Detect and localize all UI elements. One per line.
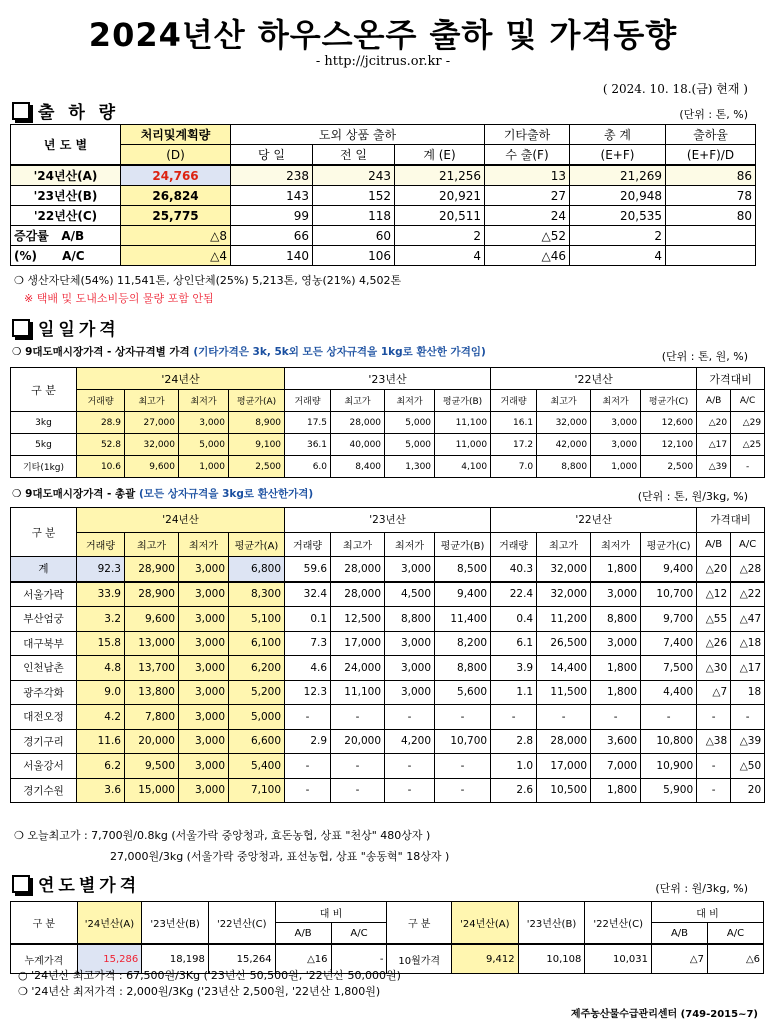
table-cell: 11,400	[435, 607, 491, 632]
table-cell: 11,100	[331, 680, 385, 705]
table-cell: 4,400	[641, 680, 697, 705]
table-row	[11, 705, 765, 730]
table-cell: 3,000	[591, 582, 641, 607]
row-label: 서울가락	[11, 582, 77, 607]
header-export: 수 출(F)	[485, 145, 570, 166]
table-cell: 32,000	[537, 582, 591, 607]
table-cell: 3.2	[77, 607, 125, 632]
table-cell: 9.0	[77, 680, 125, 705]
table-cell: -	[731, 705, 765, 730]
table-cell: 16.1	[491, 412, 537, 434]
table-cell: 8,800	[385, 607, 435, 632]
table-row: (%) A/C △4 140 106 4 △46 4	[11, 246, 756, 266]
table-cell: 20,000	[125, 729, 179, 754]
row-label: 경기구리	[11, 729, 77, 754]
header-ef: (E+F)	[570, 145, 666, 166]
table-cell: 5,600	[435, 680, 491, 705]
table-cell: 3,000	[179, 680, 229, 705]
today-high-note-2: 27,000원/3kg (서울가락 중앙청과, 표선농협, 상표 "송동혁" 18상자 )	[110, 850, 450, 863]
table-cell: 0.4	[491, 607, 537, 632]
table-cell: 13,000	[125, 631, 179, 656]
table-row	[11, 656, 765, 681]
yearly-low-note: ❍ '24년산 최저가격 : 2,000원/3Kg ('23년산 2,500원, '22년산 1,800원)	[18, 985, 381, 998]
table-cell: 7.3	[285, 631, 331, 656]
table-cell: △47	[731, 607, 765, 632]
table-cell: 6,200	[229, 656, 285, 681]
table-row	[11, 754, 765, 779]
unit-label: (단위 : 톤, 원/3kg, %)	[637, 490, 748, 503]
table-cell: 20	[731, 778, 765, 803]
row-label: 서울강서	[11, 754, 77, 779]
table-cell: -	[385, 705, 435, 730]
table-cell: 6.1	[491, 631, 537, 656]
table-cell: 18	[731, 680, 765, 705]
table-row	[11, 680, 765, 705]
table-row: '24년산(A) 24,766 238 243 21,256 13 21,269 86	[11, 165, 756, 186]
table-cell: -	[537, 705, 591, 730]
table-cell: 12,600	[641, 412, 697, 434]
table-cell: 9,400	[641, 557, 697, 582]
header-rate: 출하율	[666, 125, 756, 145]
table-cell: 13,700	[125, 656, 179, 681]
table-cell: 0.1	[285, 607, 331, 632]
table-cell: 7.0	[491, 456, 537, 478]
table-cell: 8,800	[591, 607, 641, 632]
table-cell: -	[697, 705, 731, 730]
table-cell: 17.5	[285, 412, 331, 434]
checkbox-square-icon	[12, 319, 30, 337]
table-cell: 3.6	[77, 778, 125, 803]
table-cell: 40,000	[331, 434, 385, 456]
table-cell: -	[697, 754, 731, 779]
table-cell: 5,900	[641, 778, 697, 803]
table-cell: 59.6	[285, 557, 331, 582]
table-cell: 10.6	[77, 456, 125, 478]
table-cell: 17.2	[491, 434, 537, 456]
table-cell: 1,000	[591, 456, 641, 478]
table-cell: 8,500	[435, 557, 491, 582]
table-row	[11, 582, 765, 607]
page-title: 2024년산 하우스온주 출하 및 가격동향	[88, 16, 678, 54]
table-cell: -	[491, 705, 537, 730]
table-cell: 9,600	[125, 456, 179, 478]
table-cell: △50	[731, 754, 765, 779]
checkbox-square-icon	[12, 875, 30, 893]
table-cell: 28,000	[331, 557, 385, 582]
header-today: 당 일	[231, 145, 313, 166]
table-cell: 11,200	[537, 607, 591, 632]
site-url[interactable]: - http://jcitrus.or.kr -	[315, 54, 451, 69]
table-cell: 8,400	[331, 456, 385, 478]
box-size-subheading: ❍ 9대도매시장가격 - 상자규격별 가격 (기타가격은 3k, 5k외 모든 상자규격을 1kg로 환산한 가격임)	[12, 346, 486, 358]
table-cell: -	[591, 705, 641, 730]
table-cell: 10,700	[641, 582, 697, 607]
table-cell: 4,100	[435, 456, 491, 478]
table-cell: -	[385, 778, 435, 803]
table-cell: -	[331, 754, 385, 779]
table-row: 누계가격 15,286 18,198 15,264 △16 - 10월가격 9,412 10,108 10,031 △7 △6	[11, 944, 764, 974]
unit-label: (단위 : 톤, 원, %)	[661, 350, 748, 363]
table-cell: -	[697, 778, 731, 803]
table-cell: △22	[731, 582, 765, 607]
table-cell: △29	[731, 412, 765, 434]
row-label: 대전오정	[11, 705, 77, 730]
table-row	[11, 557, 765, 582]
table-cell: 12,500	[331, 607, 385, 632]
table-cell: △18	[731, 631, 765, 656]
table-cell: 3,000	[385, 631, 435, 656]
header-prev: 전 일	[313, 145, 395, 166]
table-cell: 3,000	[385, 656, 435, 681]
table-cell: 2.6	[491, 778, 537, 803]
table-cell: 32,000	[537, 412, 591, 434]
table-cell: 11,100	[435, 412, 491, 434]
table-cell: 11.6	[77, 729, 125, 754]
table-cell: 32,000	[537, 557, 591, 582]
table-cell: 6.0	[285, 456, 331, 478]
header-etc: 기타출하	[485, 125, 570, 145]
table-cell: 2,500	[229, 456, 285, 478]
table-cell: 2.8	[491, 729, 537, 754]
row-label: 경기수원	[11, 778, 77, 803]
header-efd: (E+F)/D	[666, 145, 756, 166]
table-cell: △39	[697, 456, 731, 478]
header-year: 년 도 별	[11, 125, 121, 166]
table-cell: 17,000	[331, 631, 385, 656]
table-cell: 28,000	[331, 582, 385, 607]
table-cell: 8,300	[229, 582, 285, 607]
table-cell: 32.4	[285, 582, 331, 607]
table-cell: 12,100	[641, 434, 697, 456]
table-cell: 28,000	[537, 729, 591, 754]
table-cell: 5,000	[385, 434, 435, 456]
table-cell: 4,500	[385, 582, 435, 607]
table-cell: 40.3	[491, 557, 537, 582]
table-cell: △17	[697, 434, 731, 456]
table-cell: -	[435, 778, 491, 803]
table-cell: 5,200	[229, 680, 285, 705]
table-cell: -	[331, 705, 385, 730]
table-cell: 92.3	[77, 557, 125, 582]
table-cell: 3,000	[179, 754, 229, 779]
table-cell: △7	[697, 680, 731, 705]
table-cell: 33.9	[77, 582, 125, 607]
table-cell: -	[435, 705, 491, 730]
table-row	[11, 607, 765, 632]
table-cell: 28,000	[331, 412, 385, 434]
table-cell: 3,000	[591, 434, 641, 456]
table-cell: △12	[697, 582, 731, 607]
table-cell: 5,000	[229, 705, 285, 730]
market-summary-table: 구 분 '24년산 '23년산 '22년산 가격대비 거래량 최고가 최저가 평균가(A) 거래량 최고가 최저가 평균가(B) 거래량 최고가 최저가 평균가(C) A/B A/C 계 92.3 28,900 3,000 6,800 59.6 28,000 3,000 8,500 40.3 32,000 1,800 9,400 △20 △28 서울가락 33.9 28,900 3,000 8,300 32.4 28,000 4,500 9,400 22.4 32,000 3,000 10,700 △12 △22 부산엄궁 3.2 9,600 3,000 5,100 0.1 12,500 8,800 11,400 0.4 11,200 8,800 9,700 △55 △47 대구북부 15.8 13,000 3,000 6,100 7.3 17,000 3,000 8,200 6.1 26,500 3,000 7,400 △26 △18 인천남촌 4.8 13,700 3,000 6,200 4.6 24,000 3,000 8,800 3.9 14,400 1,800 7,500 △30 △17 광주각화 9.0 13,800 3,000 5,200 12.3 11,100 3,000 5,600 1.1 11,500 1,800 4,400 △7 18 대전오정 4.2 7,800 3,000 5,000 - - - - - - - - - - 경기구리 11.6 20,000 3,000 6,600 2.9 20,000 4,200 10,700 2.8 28,000 3,600 10,800 △38 △39 서울강서 6.2 9,500 3,000 5,400 - - - - 1.0 17,000 7,000 10,900 - △50 경기수원 3.6 15,000 3,000 7,100 - - - - 2.6 10,500 1,800 5,900 - 20	[10, 507, 765, 803]
row-label: 기타(1kg)	[11, 456, 77, 478]
header-total: 총 계	[570, 125, 666, 145]
table-cell: 3,000	[179, 607, 229, 632]
table-cell: 1.1	[491, 680, 537, 705]
producer-note: ❍ 생산자단체(54%) 11,541톤, 상인단체(25%) 5,213톤, 영농(21%) 4,502톤	[14, 274, 402, 287]
table-cell: △30	[697, 656, 731, 681]
table-cell: 5,000	[179, 434, 229, 456]
box-size-price-table: 구 분 '24년산 '23년산 '22년산 가격대비 거래량 최고가 최저가 평균가(A) 거래량 최고가 최저가 평균가(B) 거래량 최고가 최저가 평균가(C) A/B A/C 3kg 28.9 27,000 3,000 8,900 17.5 28,000 5,000 11,100 16.1 32,000 3,000 12,600 △20 △29 5kg 52.8 32,000 5,000 9,100 36.1 40,000 5,000 11,000 17.2 42,000 3,000 12,100 △17 △25 기타(1kg) 10.6 9,600 1,000 2,500 6.0 8,400 1,300 4,100 7.0 8,800 1,000 2,500 △39 -	[10, 367, 765, 478]
table-cell: △26	[697, 631, 731, 656]
table-cell: 3,000	[591, 412, 641, 434]
row-label: 부산엄궁	[11, 607, 77, 632]
row-label: 계	[11, 557, 77, 582]
table-cell: 8,200	[435, 631, 491, 656]
table-row	[11, 729, 765, 754]
table-cell: -	[285, 778, 331, 803]
table-cell: 8,800	[537, 456, 591, 478]
table-cell: △38	[697, 729, 731, 754]
today-high-note: ❍ 오늘최고가 : 7,700원/0.8kg (서울가락 중앙청과, 효돈농협, 상표 "천상" 480상자 )	[14, 829, 431, 842]
header-gubun: 구 분	[11, 508, 77, 557]
table-cell: 22.4	[491, 582, 537, 607]
header-sum: 계 (E)	[395, 145, 485, 166]
table-cell: 1,300	[385, 456, 435, 478]
table-cell: 1,800	[591, 656, 641, 681]
table-cell: △28	[731, 557, 765, 582]
table-cell: 10,900	[641, 754, 697, 779]
table-cell: 14,400	[537, 656, 591, 681]
row-label: 인천남촌	[11, 656, 77, 681]
table-cell: -	[285, 754, 331, 779]
table-cell: -	[435, 754, 491, 779]
table-cell: -	[731, 456, 765, 478]
exclusion-note: ※ 택배 및 도내소비등의 물량 포함 안됨	[24, 292, 214, 305]
table-cell: 10,700	[435, 729, 491, 754]
table-row	[11, 412, 765, 434]
table-cell: 27,000	[125, 412, 179, 434]
table-cell: 11,500	[537, 680, 591, 705]
table-cell: -	[641, 705, 697, 730]
table-cell: 28,900	[125, 557, 179, 582]
table-cell: 28.9	[77, 412, 125, 434]
unit-label: (단위 : 원/3kg, %)	[655, 882, 748, 895]
table-cell: -	[385, 754, 435, 779]
table-cell: 1,000	[179, 456, 229, 478]
table-cell: 36.1	[285, 434, 331, 456]
table-cell: △20	[697, 412, 731, 434]
table-cell: -	[331, 778, 385, 803]
table-cell: 12.3	[285, 680, 331, 705]
table-cell: 3,000	[179, 631, 229, 656]
table-cell: 5,400	[229, 754, 285, 779]
table-cell: 9,500	[125, 754, 179, 779]
row-label: 광주각화	[11, 680, 77, 705]
table-cell: 4,200	[385, 729, 435, 754]
table-cell: -	[285, 705, 331, 730]
table-cell: 6,800	[229, 557, 285, 582]
table-row	[11, 434, 765, 456]
table-cell: 2,500	[641, 456, 697, 478]
table-cell: 3,000	[179, 656, 229, 681]
as-of-date: ( 2024. 10. 18.(금) 현재 )	[602, 82, 748, 96]
table-cell: 11,000	[435, 434, 491, 456]
table-cell: 3,000	[179, 582, 229, 607]
table-cell: 9,600	[125, 607, 179, 632]
table-cell: 5,000	[385, 412, 435, 434]
table-cell: 3,000	[591, 631, 641, 656]
table-cell: 13,800	[125, 680, 179, 705]
table-cell: 3,000	[179, 412, 229, 434]
section-yearly-price-heading: 연도별가격	[12, 871, 140, 896]
header-out: 도외 상품 출하	[231, 125, 485, 145]
table-cell: 9,400	[435, 582, 491, 607]
table-cell: △55	[697, 607, 731, 632]
table-cell: 3.9	[491, 656, 537, 681]
yearly-high-note: ○ '24년산 최고가격 : 67,500원/3Kg ('23년산 50,500원, '22년산 50,000원)	[18, 969, 401, 982]
yearly-price-table: 구 분 '24년산(A) '23년산(B) '22년산(C) 대 비 구 분 '24년산(A) '23년산(B) '22년산(C) 대 비 A/B A/C A/B A/C 누계가격 15,286 18,198 15,264 △16 - 10월가격 9,412 10,108 10,031 △7 △6	[10, 901, 764, 974]
table-cell: 17,000	[537, 754, 591, 779]
table-cell: 3,000	[179, 557, 229, 582]
table-cell: 3,000	[179, 705, 229, 730]
header-proc-d: (D)	[121, 145, 231, 166]
table-cell: 3,600	[591, 729, 641, 754]
table-cell: △20	[697, 557, 731, 582]
table-cell: 7,000	[591, 754, 641, 779]
table-cell: 10,500	[537, 778, 591, 803]
table-cell: 15.8	[77, 631, 125, 656]
table-row	[11, 456, 765, 478]
table-cell: 3,000	[385, 557, 435, 582]
row-label: 5kg	[11, 434, 77, 456]
table-cell: 9,700	[641, 607, 697, 632]
section-daily-price-heading: 일일가격	[12, 315, 120, 340]
table-cell: 26,500	[537, 631, 591, 656]
table-cell: 3,000	[179, 778, 229, 803]
table-cell: 3,000	[179, 729, 229, 754]
table-cell: 20,000	[331, 729, 385, 754]
table-cell: 4.2	[77, 705, 125, 730]
header-proc: 처리및계획량	[121, 125, 231, 145]
checkbox-square-icon	[12, 102, 30, 120]
row-label: 3kg	[11, 412, 77, 434]
table-cell: 52.8	[77, 434, 125, 456]
table-row: 증감률 A/B △8 66 60 2 △52 2	[11, 226, 756, 246]
footer-source: 제주농산물수급관리센터 (749-2015~7)	[570, 1009, 758, 1020]
table-cell: 3,000	[385, 680, 435, 705]
table-cell: 42,000	[537, 434, 591, 456]
table-cell: 7,800	[125, 705, 179, 730]
shipment-table	[10, 124, 756, 266]
table-cell: 8,800	[435, 656, 491, 681]
row-label: 대구북부	[11, 631, 77, 656]
table-cell: 1,800	[591, 778, 641, 803]
unit-label: (단위 : 톤, %)	[679, 108, 748, 121]
header-gubun: 구 분	[11, 368, 77, 412]
table-cell: 6.2	[77, 754, 125, 779]
summary-subheading: ❍ 9대도매시장가격 - 총괄 (모든 상자규격을 3kg로 환산한가격)	[12, 488, 314, 500]
table-cell: △39	[731, 729, 765, 754]
table-cell: 7,100	[229, 778, 285, 803]
table-row: '23년산(B) 26,824 143 152 20,921 27 20,948 78	[11, 186, 756, 206]
table-cell: 1,800	[591, 557, 641, 582]
table-cell: 1.0	[491, 754, 537, 779]
table-cell: 28,900	[125, 582, 179, 607]
table-cell: 7,500	[641, 656, 697, 681]
section-shipment-heading: 출 하 량	[12, 98, 119, 123]
table-row: '22년산(C) 25,775 99 118 20,511 24 20,535 80	[11, 206, 756, 226]
table-cell: 1,800	[591, 680, 641, 705]
table-cell: 24,000	[331, 656, 385, 681]
table-cell: △17	[731, 656, 765, 681]
table-row	[11, 631, 765, 656]
table-cell: 5,100	[229, 607, 285, 632]
table-cell: 6,100	[229, 631, 285, 656]
table-cell: 4.8	[77, 656, 125, 681]
table-cell: 6,600	[229, 729, 285, 754]
table-cell: 32,000	[125, 434, 179, 456]
table-cell: 10,800	[641, 729, 697, 754]
table-cell: 4.6	[285, 656, 331, 681]
table-cell: 8,900	[229, 412, 285, 434]
table-cell: 15,000	[125, 778, 179, 803]
table-cell: △25	[731, 434, 765, 456]
table-cell: 2.9	[285, 729, 331, 754]
table-cell: 7,400	[641, 631, 697, 656]
table-cell: 9,100	[229, 434, 285, 456]
table-row	[11, 778, 765, 803]
